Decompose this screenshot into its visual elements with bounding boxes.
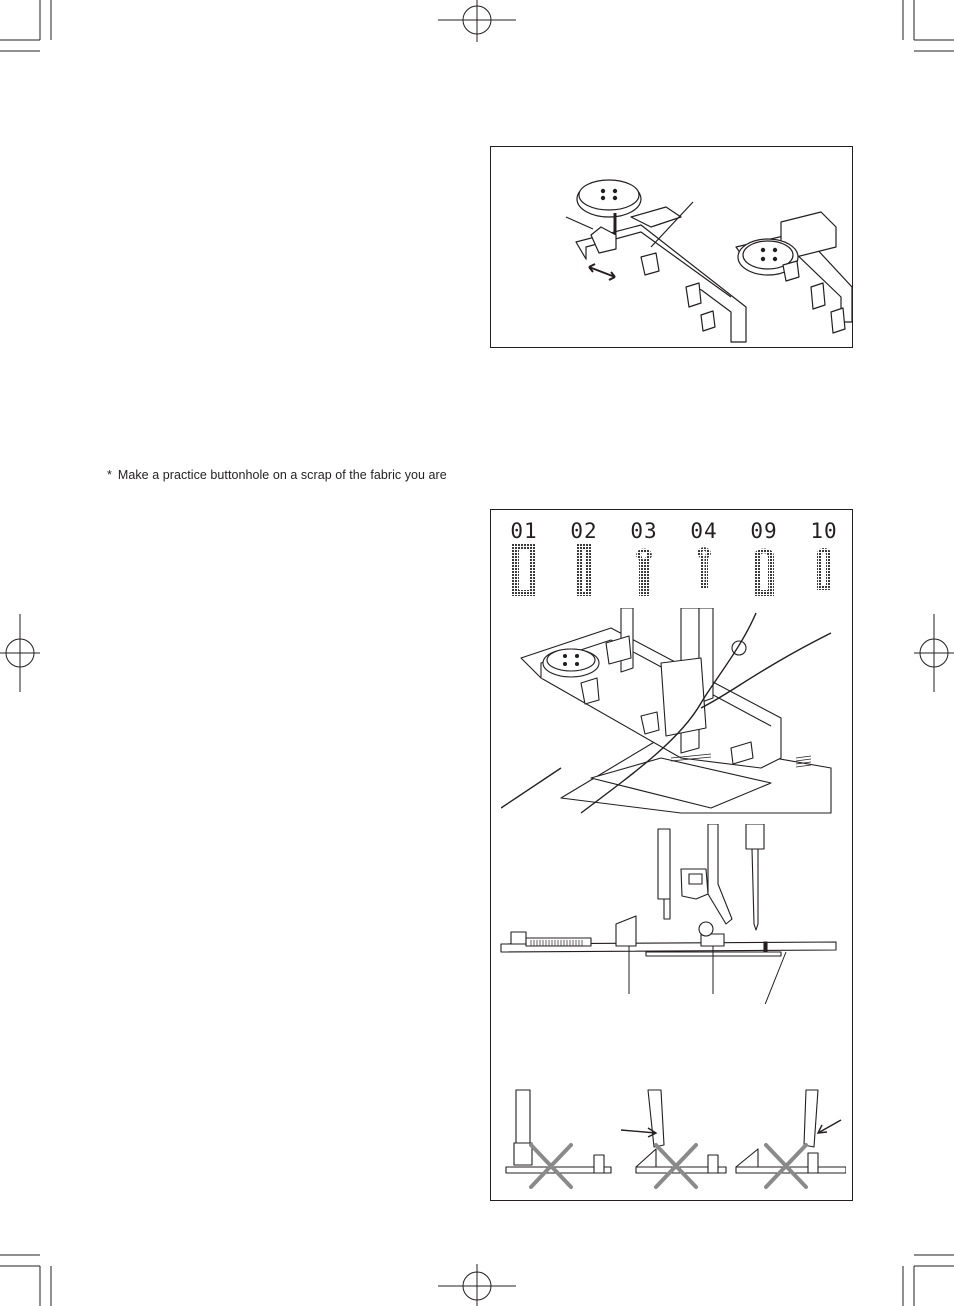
foot-side-view-illustration: [496, 824, 846, 1004]
stitch-code-label: 02: [570, 519, 598, 543]
stitch-code-label: 01: [510, 519, 538, 543]
note-text: Make a practice buttonhole on a scrap of the fabric you are: [117, 468, 447, 482]
figure-buttonhole-steps: [490, 509, 853, 1201]
stitch-code-02: [561, 520, 607, 596]
stitch-code-label: 04: [690, 519, 718, 543]
stitch-code-03: [621, 520, 667, 596]
practice-note: [107, 468, 447, 482]
stitch-code-10: [801, 520, 847, 590]
stitch-code-09: [741, 520, 787, 596]
reg-top: [438, 0, 516, 42]
buttonhole-rounded-narrow-icon: [816, 544, 832, 590]
stitch-code-label: 10: [810, 519, 838, 543]
button-icon: [577, 180, 641, 217]
stitch-code-row: [491, 520, 852, 600]
reg-bottom: [438, 1264, 516, 1306]
stitch-code-label: 03: [630, 519, 658, 543]
reg-left: [0, 614, 40, 692]
buttonhole-square-narrow-icon: [577, 544, 591, 596]
figure-button-holder: [490, 146, 853, 348]
buttonhole-square-wide-icon: [512, 544, 536, 596]
stitch-code-04: [681, 520, 727, 588]
buttonhole-rounded-wide-icon: [752, 544, 776, 596]
reg-right: [914, 614, 954, 692]
foot-attached-illustration: [501, 608, 846, 818]
buttonhole-keyhole-wide-icon: [632, 544, 656, 596]
stitch-code-01: [501, 520, 547, 596]
slide-arrow-icon: [589, 264, 615, 280]
incorrect-positions-illustration: [496, 1085, 846, 1195]
note-marker: *: [107, 468, 112, 482]
buttonhole-keyhole-narrow-icon: [695, 544, 713, 588]
incorrect-cross-icons: [531, 1145, 806, 1187]
button-holder-illustration: [491, 147, 852, 347]
stitch-code-label: 09: [750, 519, 778, 543]
